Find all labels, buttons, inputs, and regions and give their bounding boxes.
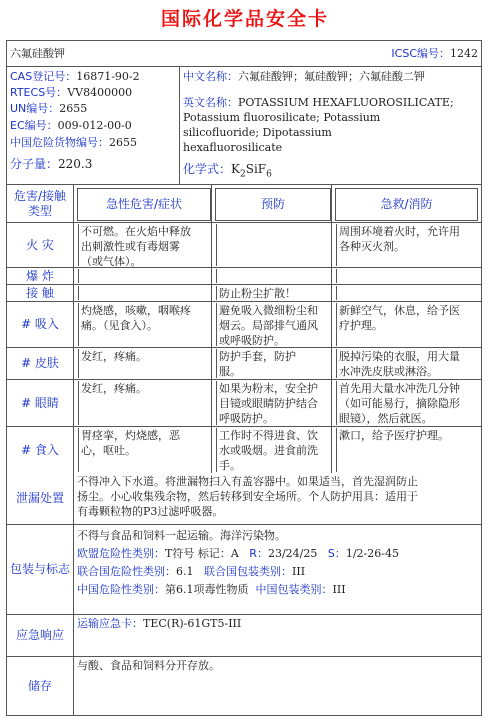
header-row (7, 41, 481, 67)
packaging-line-1: 不得与食品和饲料一起运输。海洋污染物。 (77, 529, 286, 542)
prevention-cell (216, 381, 331, 425)
cn-dangerous-goods-number: 2655 (109, 136, 137, 149)
firstaid-cell (336, 286, 481, 300)
emergency-row (7, 615, 481, 657)
firstaid-cell (336, 381, 481, 425)
firstaid-cell (336, 428, 481, 472)
prevention-line-3: 或呼吸防护。 (219, 334, 285, 347)
firstaid-line-1: 周围环境着火时，允许用 (339, 225, 460, 238)
spill-line-2: 扬尘。小心收集残余物，然后转移到安全场所。个人防护用具：适用于 (77, 490, 418, 503)
column-header-firstaid: 急救/消防 (335, 188, 478, 221)
prevention-cell (216, 428, 331, 472)
spill-label: 泄漏处置 (15, 491, 64, 505)
hazard-table-header (7, 185, 481, 223)
eu-symbol: T符号 (165, 547, 195, 560)
hazard-row-inhalation (7, 302, 481, 348)
molecular-weight: 220.3 (58, 157, 93, 171)
prevention-line-3: 呼吸防护。 (219, 412, 274, 425)
prevention-cell (216, 286, 331, 300)
hazard-type-label: 接 触 (26, 285, 54, 300)
storage-text: 与酸、食品和饲料分开存放。 (77, 659, 220, 672)
cn-class: 第6.1项毒性物质 (165, 583, 249, 596)
column-header-type-2: 类型 (27, 203, 52, 218)
en-name-line-3: silicofluoride; Dipotassium (183, 126, 332, 139)
prevention-cell (216, 349, 331, 378)
cn-dangerous-goods-label: 中国危险货物编号： (10, 136, 109, 149)
storage-label: 储存 (27, 678, 52, 693)
spill-line-3: 有毒颗粒物的P3过滤呼吸器。 (77, 505, 224, 518)
prevention-line-3: 手。 (219, 459, 241, 472)
hazard-line-1: 发红，疼痛。 (81, 350, 147, 363)
hazard-cell (78, 269, 211, 283)
firstaid-line-1: 首先用大量水冲洗几分钟 (339, 382, 460, 395)
un-class-label: 联合国危险性类别： (77, 565, 176, 578)
eu-r-label: R： (249, 547, 268, 560)
icsc-number: 1242 (450, 47, 478, 60)
en-name-line-2: Potassium fluorosilicate; Potassium (183, 111, 381, 124)
firstaid-cell (336, 269, 481, 283)
emergency-label: 应急响应 (15, 628, 64, 642)
prevention-line-2: 烟云。局部排气通风 (219, 319, 318, 332)
prevention-cell (216, 269, 331, 283)
spill-line-1: 不得冲入下水道。将泄漏物扫入有盖容器中。如果适当，首先湿润防止 (77, 475, 418, 488)
hazard-line-1: 灼烧感，咳嗽，咽喉疼 (81, 304, 191, 317)
emergency-card-label: 运输应急卡： (77, 617, 143, 630)
eu-s-phrases: 1/2-26-45 (345, 547, 399, 560)
hazard-type-label: # 眼睛 (21, 395, 59, 410)
prevention-line-1: 避免吸入微细粉尘和 (219, 304, 318, 317)
hazard-row-ingestion (7, 427, 481, 473)
hazard-row-explosion (7, 268, 481, 285)
hazard-line-1: 胃痉挛，灼烧感，恶 (81, 429, 180, 442)
prevention-cell (216, 303, 331, 346)
prevention-line-2: 服。 (219, 365, 241, 378)
firstaid-line-2: 各种灭火剂。 (339, 240, 405, 253)
firstaid-line-3: 眼镜），然后就医。 (339, 412, 433, 425)
un-pack-group: III (292, 565, 306, 578)
hazard-cell (78, 381, 211, 425)
firstaid-line-1: 漱口，给予医疗护理。 (339, 429, 449, 442)
prevention-line-2: 水或吸烟。进食前洗 (219, 444, 318, 457)
firstaid-line-1: 脱掉污染的衣服，用大量 (339, 350, 460, 363)
hazard-row-fire (7, 223, 481, 268)
cas-label: CAS登记号： (10, 70, 77, 83)
column-header-prevention: 预防 (215, 188, 331, 221)
eu-class-label: 欧盟危险性类别： (77, 547, 165, 560)
firstaid-line-1: 新鲜空气，休息，给予医 (339, 304, 460, 317)
formula: $K_2SiF_6$ (231, 162, 272, 180)
prevention-line-1: 如果为粉末，安全护 (219, 382, 318, 395)
hazard-line-2: 心，呕吐。 (81, 444, 136, 457)
icsc-label: ICSC编号： (391, 47, 450, 60)
un-pack-label: 联合国包装类别： (204, 565, 292, 578)
hazard-type-label: # 吸入 (21, 317, 59, 331)
prevention-cell (216, 224, 331, 266)
packaging-row (7, 525, 481, 615)
hazard-line-2: 出刺激性或有毒烟雾 (81, 240, 180, 253)
hazard-cell (78, 286, 211, 300)
hazard-cell (78, 224, 211, 266)
hazard-cell (78, 303, 211, 346)
cn-pack-label: 中国包装类别： (255, 583, 333, 596)
eu-mark: 标记：A (197, 547, 239, 560)
hazard-cell (78, 428, 211, 472)
formula-label: 化学式： (183, 162, 232, 176)
identification-row (7, 67, 481, 185)
eu-s-label: S： (327, 547, 346, 560)
molecular-weight-label: 分子量： (10, 157, 59, 171)
en-name-label: 英文名称： (183, 96, 238, 109)
firstaid-line-2: 水冲洗皮肤或淋浴。 (339, 365, 438, 378)
firstaid-cell (336, 224, 481, 266)
prevention-line-1: 防护手套，防护 (219, 350, 296, 363)
chemical-name: 六氟硅酸钾 (10, 47, 65, 60)
hazard-row-eyes (7, 380, 481, 427)
column-header-type-1: 危害/接触 (13, 188, 67, 203)
hazard-line-2: 痛。（见食入）。 (81, 319, 158, 332)
emergency-card: TEC(R)-61GT5-III (143, 617, 242, 630)
cn-name: 六氟硅酸钾；氟硅酸钾；六氟硅酸二钾 (238, 70, 425, 83)
card-title: 国际化学品安全卡 (160, 8, 329, 30)
hazard-type-label: 火 灾 (26, 237, 54, 252)
hazard-row-exposure (7, 285, 481, 302)
ec-label: EC编号： (10, 119, 58, 132)
firstaid-line-2: （如可能易行，摘除隐形 (339, 397, 460, 410)
ec-number: 009-012-00-0 (57, 119, 132, 132)
cn-pack-group: III (332, 583, 346, 596)
prevention-line-1: 防止粉尘扩散！ (219, 287, 296, 300)
hazard-type-label: # 皮肤 (21, 356, 59, 370)
storage-row (7, 657, 481, 715)
eu-r-phrases: 23/24/25 (267, 547, 318, 560)
hazard-type-label: # 食入 (21, 442, 59, 457)
hazard-row-skin (7, 348, 481, 380)
column-header-hazard: 急性危害/症状 (77, 188, 211, 221)
un-number: 2655 (59, 102, 88, 115)
safety-card (6, 40, 482, 716)
packaging-label: 包装与标志 (9, 562, 70, 576)
hazard-line-1: 发红，疼痛。 (81, 382, 147, 395)
hazard-line-1: 不可燃。在火焰中释放 (81, 225, 191, 238)
hazard-type-label: 爆 炸 (26, 268, 54, 283)
prevention-line-1: 工作时不得进食、饮 (219, 429, 318, 442)
cas-number: 16871-90-2 (76, 70, 140, 83)
spill-row (7, 473, 481, 525)
en-name-line-4: hexafluorosilicate (183, 141, 283, 154)
rtecs-label: RTECS号： (10, 86, 68, 99)
cn-class-label: 中国危险性类别： (77, 583, 165, 596)
un-class: 6.1 (176, 565, 194, 578)
hazard-line-3: （或气体）。 (81, 255, 142, 267)
rtecs-number: VV8400000 (67, 86, 133, 99)
cn-name-label: 中文名称： (183, 70, 238, 83)
prevention-line-2: 目镜或眼睛防护结合 (219, 397, 318, 410)
firstaid-line-2: 疗护理。 (339, 319, 383, 332)
firstaid-cell (336, 303, 481, 346)
firstaid-cell (336, 349, 481, 378)
en-name-line-1: POTASSIUM HEXAFLUOROSILICATE; (238, 96, 454, 109)
un-label: UN编号： (10, 102, 60, 115)
hazard-cell (78, 349, 211, 378)
